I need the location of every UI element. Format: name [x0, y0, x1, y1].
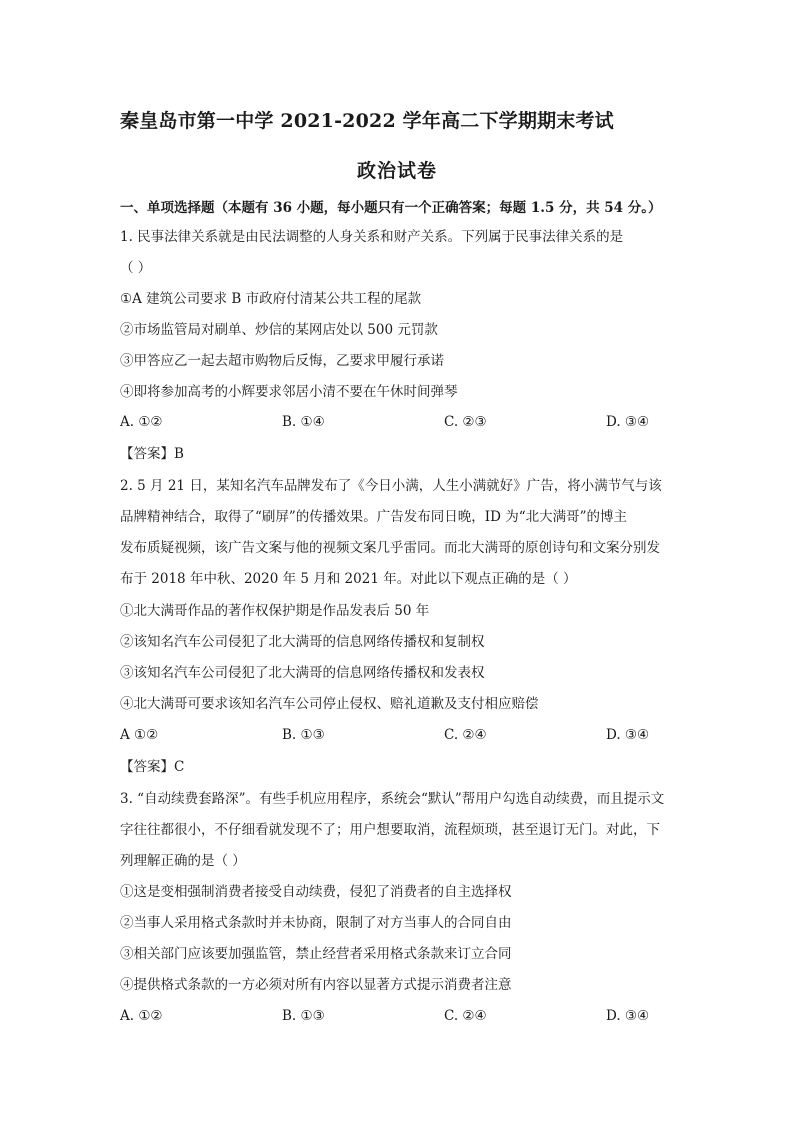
- option-c: C. ②④: [444, 1008, 487, 1024]
- question-stem: 字往往都很小，不仔细看就发现不了；用户想要取消，流程烦琐，甚至退订无门。对此，下: [120, 822, 660, 838]
- option-d: D. ③④: [606, 727, 650, 743]
- question-stem: 发布质疑视频，该广告文案与他的视频文案几乎雷同。而北大满哥的原创诗句和文案分别发: [120, 540, 660, 556]
- statement-item: ②市场监管局对刷单、炒信的某网店处以 500 元罚款: [120, 322, 438, 338]
- option-c: C. ②③: [444, 414, 487, 430]
- question-stem: 布于 2018 年中秋、2020 年 5 月和 2021 年。对此以下观点正确的是（ ）: [120, 571, 577, 587]
- question-stem: 1. 民事法律关系就是由民法调整的人身关系和财产关系。下列属于民事法律关系的是: [120, 229, 624, 245]
- answer-options: [120, 727, 680, 745]
- answer-options: [120, 1008, 680, 1026]
- statement-item: ①北大满哥作品的著作权保护期是作品发表后 50 年: [120, 603, 430, 619]
- question-stem: 品牌精神结合，取得了“刷屏”的传播效果。广告发布同日晚，ID 为“北大满哥”的博主: [120, 509, 628, 525]
- option-a: A. ①②: [120, 414, 163, 430]
- statement-item: ②该知名汽车公司侵犯了北大满哥的信息网络传播权和复制权: [120, 634, 485, 650]
- option-b: B. ①④: [282, 414, 325, 430]
- statement-item: ③相关部门应该要加强监管，禁止经营者采用格式条款来订立合同: [120, 946, 512, 962]
- option-b: B. ①③: [282, 1008, 325, 1024]
- statement-item: ④提供格式条款的一方必须对所有内容以显著方式提示消费者注意: [120, 977, 512, 993]
- exam-subtitle: 政治试卷: [356, 160, 437, 182]
- question-stem: （ ）: [120, 260, 152, 276]
- statement-item: ③甲答应乙一起去超市购物后反悔，乙要求甲履行承诺: [120, 353, 444, 369]
- exam-title: 秦皇岛市第一中学 2021-2022 学年高二下学期期末考试: [120, 110, 614, 132]
- answer-key: 【答案】B: [120, 446, 184, 462]
- statement-item: ①这是变相强制消费者接受自动续费，侵犯了消费者的自主选择权: [120, 884, 512, 900]
- statement-item: ③该知名汽车公司侵犯了北大满哥的信息网络传播权和发表权: [120, 665, 485, 681]
- question-stem: 3. “自动续费套路深”。有些手机应用程序，系统会“默认”帮用户勾选自动续费，而且提示文: [120, 791, 665, 807]
- section-heading: 一、单项选择题（本题有 36 小题，每小题只有一个正确答案；每题 1.5 分，共 54 分。）: [120, 200, 662, 216]
- option-d: D. ③④: [606, 1008, 650, 1024]
- option-d: D. ③④: [606, 414, 650, 430]
- question-stem: 列理解正确的是（ ）: [120, 853, 246, 869]
- answer-key: 【答案】C: [120, 759, 185, 775]
- option-c: C. ②④: [444, 727, 487, 743]
- statement-item: ①A 建筑公司要求 B 市政府付清某公共工程的尾款: [120, 291, 422, 307]
- statement-item: ④北大满哥可要求该知名汽车公司停止侵权、赔礼道歉及支付相应赔偿: [120, 696, 539, 712]
- answer-options: [120, 414, 680, 432]
- option-a: A. ①②: [120, 1008, 163, 1024]
- statement-item: ④即将参加高考的小辉要求邻居小清不要在午休时间弹琴: [120, 384, 458, 400]
- statement-item: ②当事人采用格式条款时并未协商，限制了对方当事人的合同自由: [120, 915, 512, 931]
- option-b: B. ①③: [282, 727, 325, 743]
- option-a: A ①②: [120, 727, 159, 743]
- question-stem: 2. 5 月 21 日，某知名汽车品牌发布了《今日小满，人生小满就好》广告，将小满节气与该: [120, 478, 662, 494]
